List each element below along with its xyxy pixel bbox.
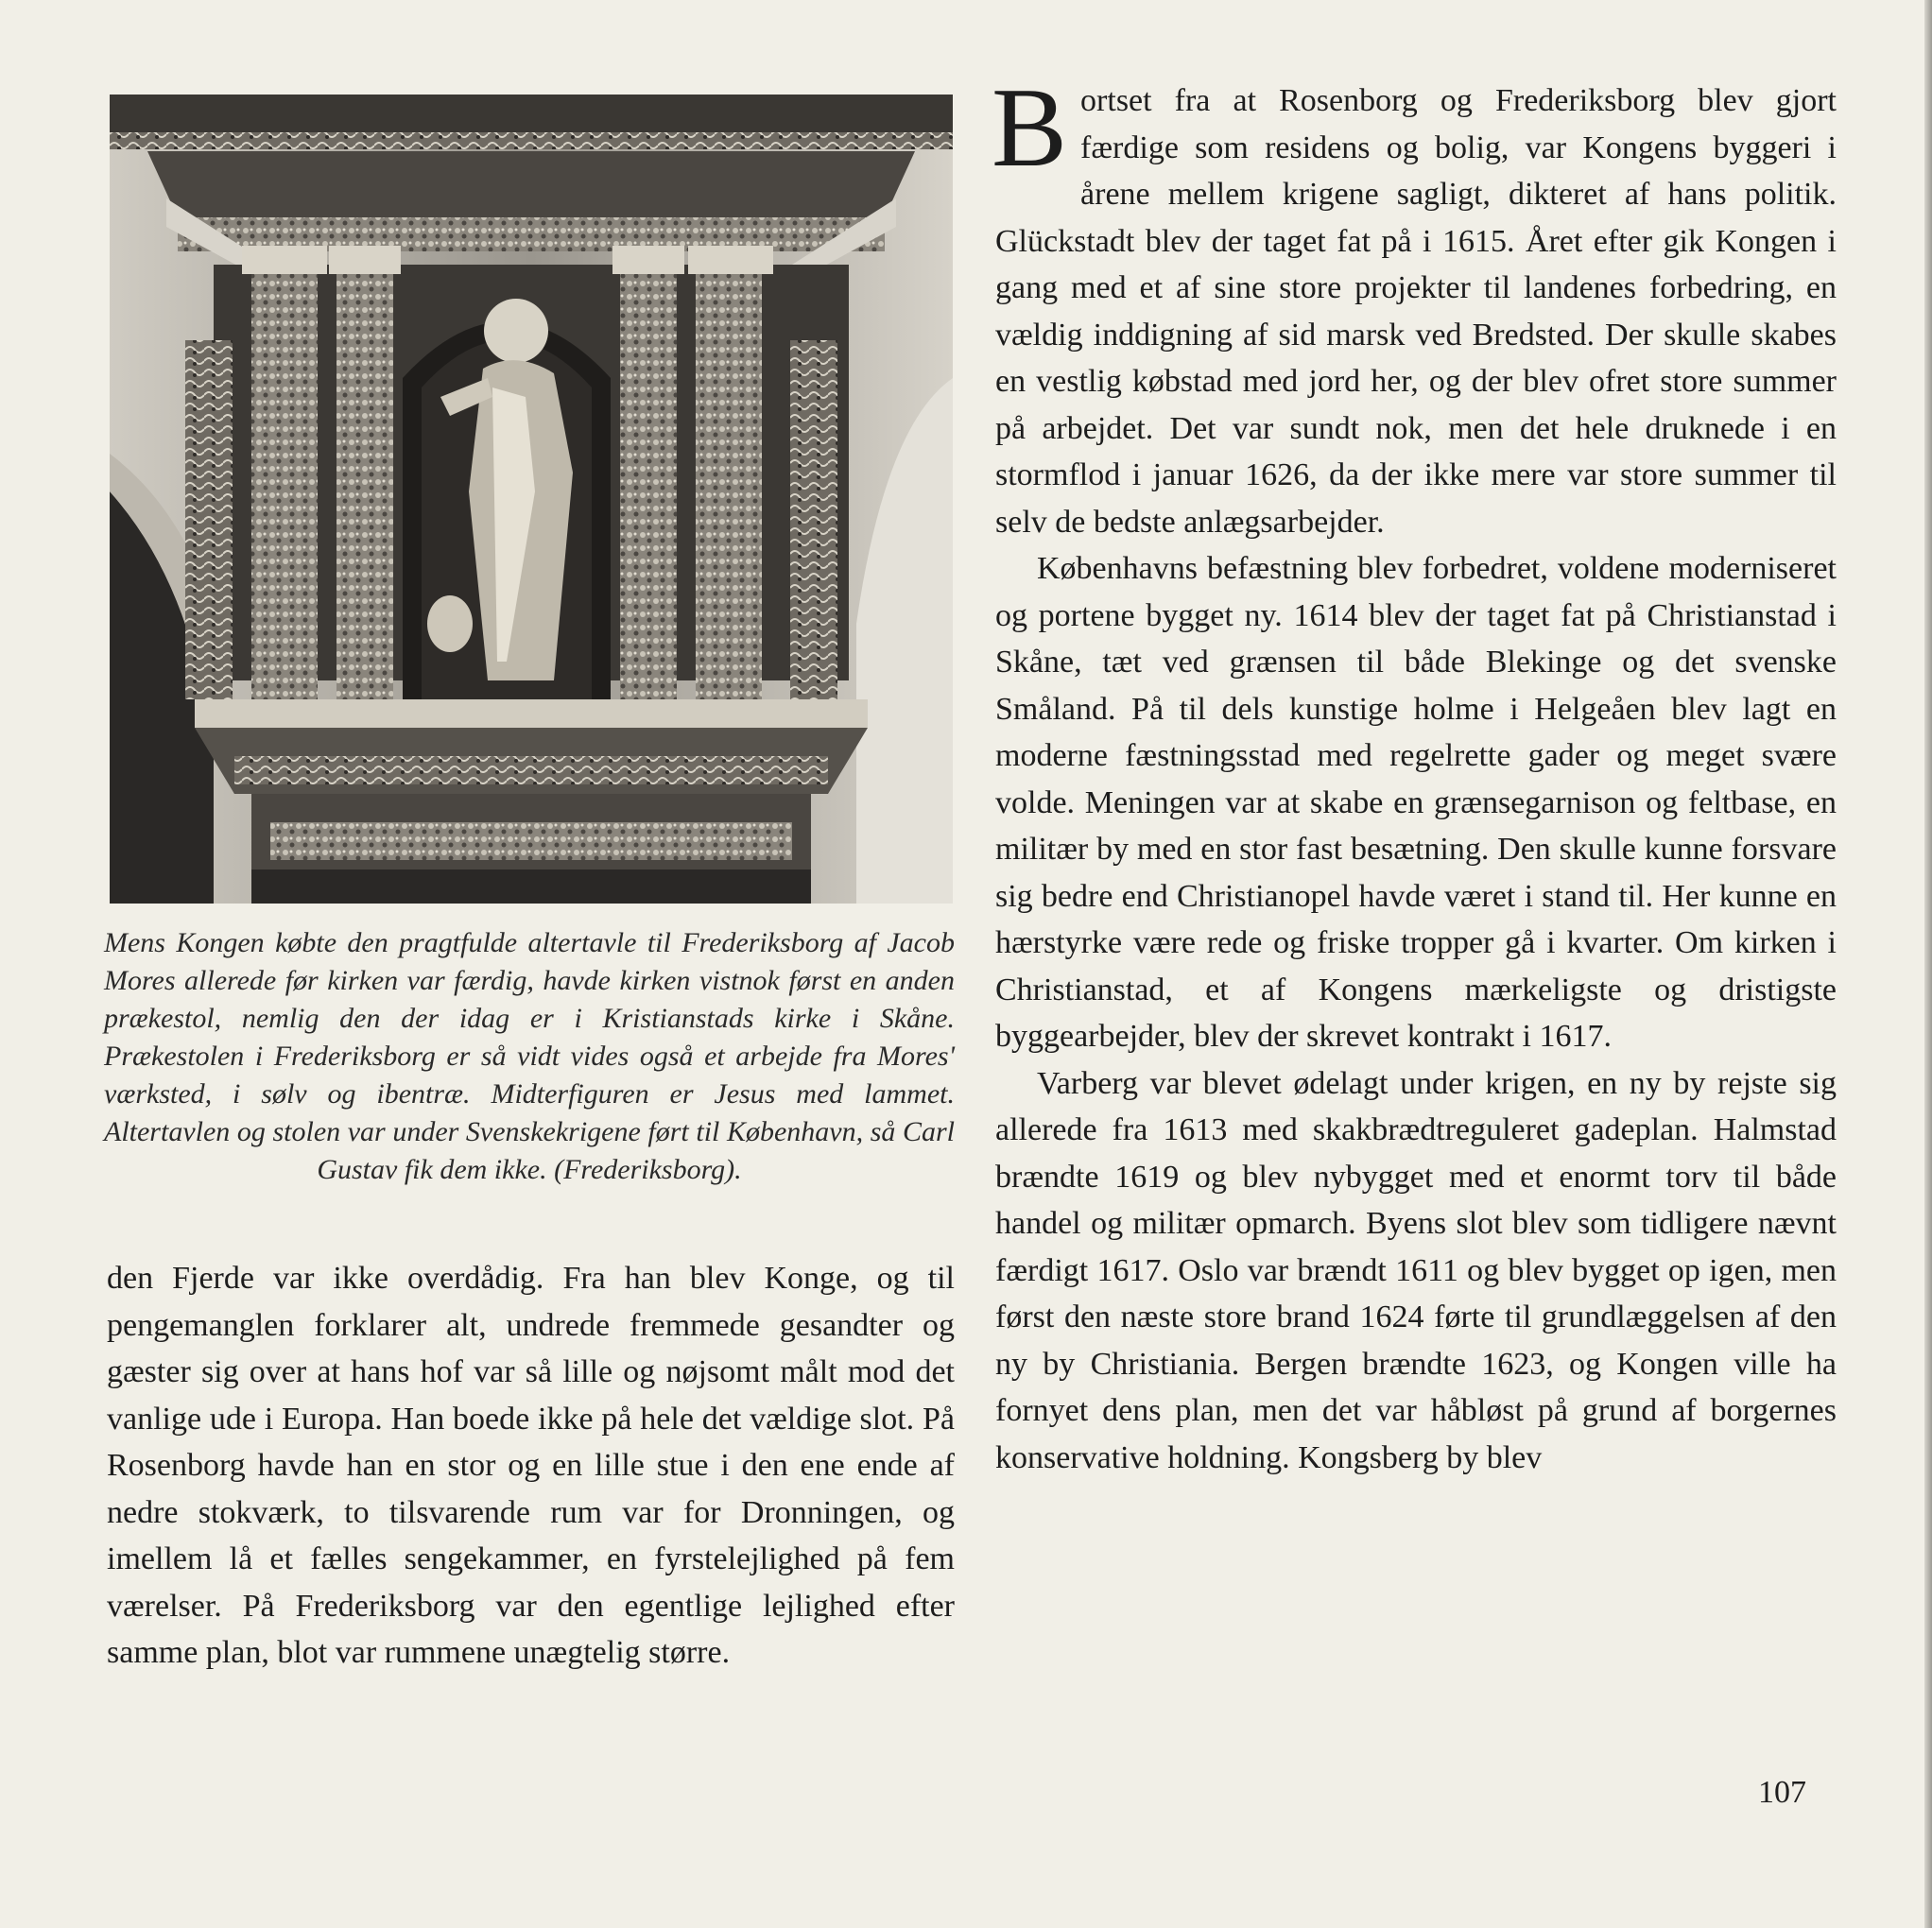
pulpit-photo (110, 95, 953, 904)
right-paragraph-1-text: ortset fra at Rosenborg og Frederiksborg blev gjort færdige som residens og bolig, var Kongens byggeri i årene mellem krigene sagligt, dikteret af hans politik. Glückstadt blev der taget fat på i 1615. Året efter gik Kongen i gang med et af sine store projekter til landenes forbedring, en vældig inddigning af sid marsk ved Bredsted. Der skulle skabes en vestlig købstad med jord her, og der blev ofret store summer på arbejdet. Det var sundt nok, men det hele druknede i en stormflod i januar 1626, da der ikke mere var store summer til selv de bedste anlægsarbejder. (995, 83, 1837, 540)
carved-pulpit-photograph-icon (110, 95, 953, 904)
page-edge (1924, 0, 1932, 1928)
left-paragraph-1: den Fjerde var ikke overdådig. Fra han blev Konge, og til pengemanglen forklarer alt, undrede fremmede gesandter og gæster sig over at hans hof var så lille og nøjsomt målt mod det vanlige ude i Europa. Han boede ikke på hele det vældige slot. På Rosenborg havde han en stor og en lille stue i den ene ende af nedre stokværk, to tilsvarende rum var for Dronningen, og imellem lå et fælles sengekammer, en fyrstelejlighed på fem værelser. På Frederiksborg var den egentlige lejlighed efter samme plan, blot var rummene unægtelig større. (107, 1261, 955, 1670)
left-column (107, 1255, 955, 1677)
photo-caption: Mens Kongen købte den pragtfulde altertavle til Frederiksborg af Jacob Mores allerede før kirken var færdig, havde kirken vistnok først en anden prækestol, nemlig den der idag er i Kristianstads kirke i Skåne. Prækestolen i Frederiksborg er så vidt vides også et arbejde fra Mores' værksted, i sølv og ibentræ. Midterfiguren er Jesus med lammet. Altertavlen og stolen var under Svenskekrigene ført til København, så Carl Gustav fik dem ikke. (Frederiksborg). (104, 927, 955, 1185)
right-column (992, 64, 1837, 1481)
right-paragraph-3: Varberg var blevet ødelagt under krigen, en ny by rejste sig allerede fra 1613 med skakbrædtreguleret gadeplan. Halmstad brændte 1619 og blev nybygget med et enormt torv til både handel og militær opmarch. Byens slot blev som tidligere nævnt færdigt 1617. Oslo var brændt 1611 og blev bygget op igen, men først den næste store brand 1624 førte til grundlæggelsen af den ny by Christiania. Bergen brændte 1623, og Kongen ville ha fornyet dens plan, men det var håbløst på grund af borgernes konservative holdning. Kongsberg by blev (995, 1065, 1837, 1475)
drop-cap: B (992, 64, 1068, 190)
right-paragraph-2: Københavns befæstning blev forbedret, voldene moderniseret og portene bygget ny. 1614 blev der taget fat på Christianstad i Skåne, tæt ved grænsen til både Blekinge og det svenske Småland. På til dels kunstige holme i Helgeåen blev lagt en moderne fæstningsstad med regelrette gader og meget svære volde. Meningen var at skabe en grænsegarnison og feltbase, en militær by med en stor fast besætning. Den skulle kunne forsvare sig bedre end Christianopel havde været i stand til. Her kunne en hærstyrke være rede og friske tropper gå i kvarter. Om kirken i Christianstad, et af Kongens mærkeligste og dristigste byggearbejder, blev der skrevet kontrakt i 1617. (995, 551, 1837, 1054)
right-paragraph-1 (992, 64, 1837, 545)
page-number: 107 (1758, 1775, 1806, 1810)
